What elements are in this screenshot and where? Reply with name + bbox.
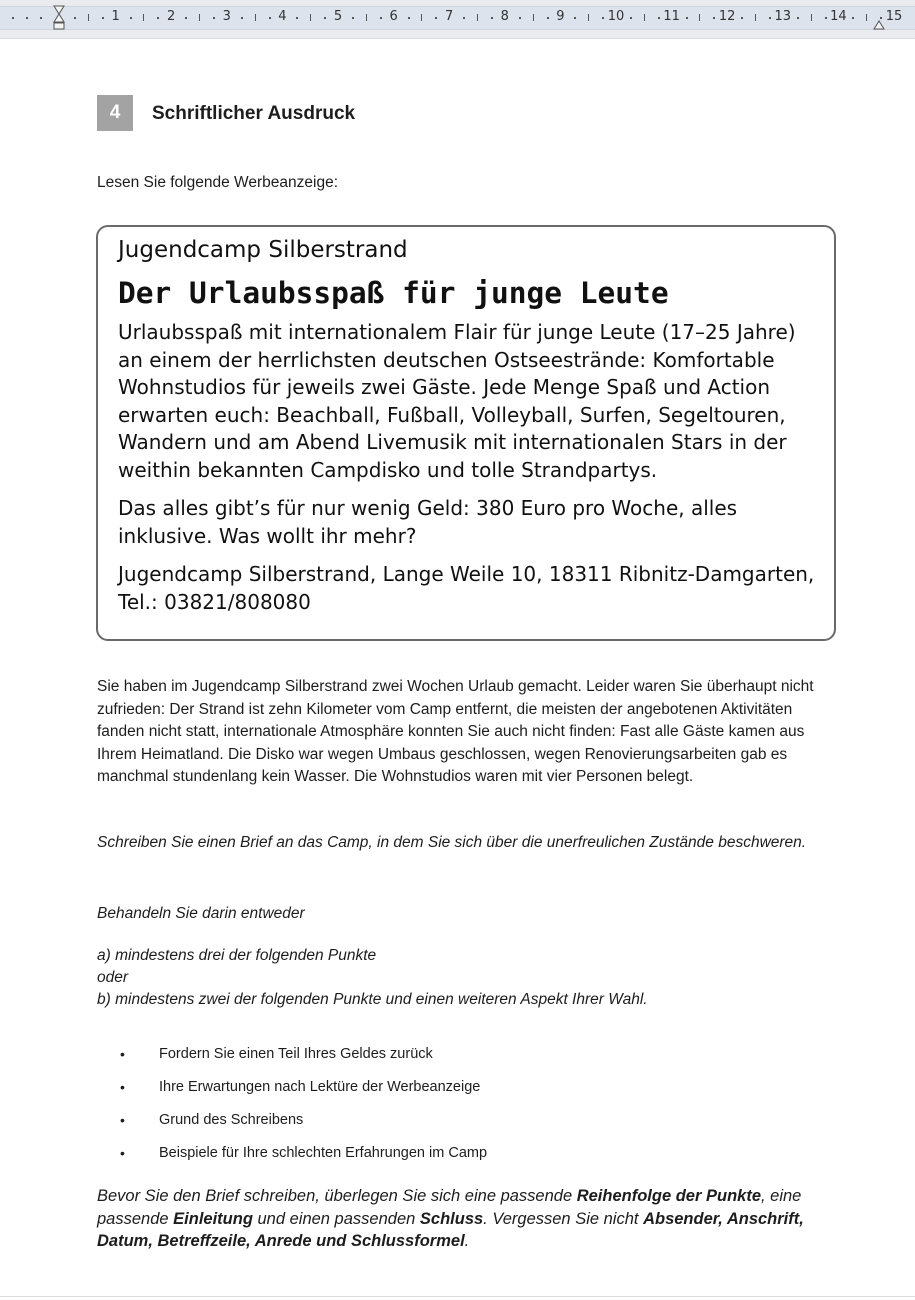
ruler-dot (352, 17, 354, 19)
ruler-number: 11 (663, 9, 680, 24)
ruler-dot (547, 17, 549, 19)
ruler-tick (88, 14, 89, 21)
ruler-dot (102, 17, 104, 19)
closing-text-part: . (464, 1232, 470, 1251)
list-item-label: Ihre Erwartungen nach Lektüre der Werbeanzeige (159, 1079, 481, 1095)
ruler-number: 6 (389, 9, 398, 24)
bullet-icon: • (120, 1145, 125, 1161)
ruler-tick (866, 14, 867, 21)
ruler-dot (185, 17, 187, 19)
ruler-dot (741, 17, 743, 19)
task-paragraph: Schreiben Sie einen Brief an das Camp, in dem Sie sich über die unerfreulichen Zustände beschweren. (97, 834, 807, 851)
ad-headline: Der Urlaubsspaß für junge Leute (118, 276, 669, 310)
bullet-icon: • (120, 1079, 125, 1095)
section-title: Schriftlicher Ausdruck (152, 103, 356, 124)
ruler-dot (769, 17, 771, 19)
ruler-dot (26, 17, 28, 19)
ruler-number: 5 (333, 9, 343, 24)
ruler-number: 8 (500, 9, 509, 24)
option-a-text: a) mindestens drei der folgenden Punkte (97, 947, 377, 964)
ruler-tick (477, 14, 478, 21)
ruler-tick (533, 14, 534, 21)
ruler-dot (463, 17, 465, 19)
ruler-dot (296, 17, 298, 19)
ruler-tick (699, 14, 700, 21)
ruler-tick (366, 14, 367, 21)
or-text: oder (97, 969, 129, 986)
bullet-icon: • (120, 1112, 125, 1128)
ruler-dot (713, 17, 715, 19)
ruler-tick (588, 14, 589, 21)
ruler-tick (644, 14, 645, 21)
ruler-dot (602, 17, 604, 19)
ruler-dot (12, 17, 14, 19)
ruler-dot (852, 17, 854, 19)
ad-contact-text: Jugendcamp Silberstrand, Lange Weile 10, 18311 Ribnitz-Damgarten, Tel.: 03821/808080 (118, 562, 815, 614)
ruler-tick (811, 14, 812, 21)
advertisement-box (96, 225, 836, 641)
closing-bold-letter-parts: Absender, Anschrift, Datum, Betreffzeile, Anrede und Schlussformel (97, 1209, 804, 1251)
ruler-dot (686, 17, 688, 19)
ruler-dot (797, 17, 799, 19)
situation-paragraph: Sie haben im Jugendcamp Silberstrand zwei Wochen Urlaub gemacht. Leider waren Sie überhaupt nicht zufrieden: Der Strand ist zehn Kilometer vom Camp entfernt, die meisten der angebotenen Aktivitäten fanden nicht statt, internationale Atmosphäre konnten Sie auch nicht finden: Fast alle Gäste kamen aus Ihrem Heimatland. Die Disko war wegen Umbaus geschlossen, wegen Renovierungsarbeiten gab es manchmal stundenlang kein Wasser. Die Wohnstudios waren mit vier Personen belegt. (97, 678, 814, 786)
ruler-number: 10 (607, 9, 625, 24)
closing-text-part: Bevor Sie den Brief schreiben, überlegen Sie sich eine passende (97, 1187, 577, 1205)
closing-text-part: und einen passenden (252, 1209, 420, 1228)
ruler-number: 1 (111, 9, 120, 24)
option-b-text: b) mindestens zwei der folgenden Punkte und einen weiteren Aspekt Ihrer Wahl. (97, 991, 648, 1008)
ruler-number: 2 (167, 9, 176, 24)
ruler-dot (519, 17, 521, 19)
instruction-text: Behandeln Sie darin entweder (97, 905, 305, 922)
closing-text-part: . Vergessen Sie nicht (483, 1209, 644, 1228)
list-item-label: Fordern Sie einen Teil Ihres Geldes zurück (159, 1046, 433, 1062)
ruler-dot (408, 17, 410, 19)
bullet-icon: • (120, 1046, 125, 1062)
page-bottom-divider (0, 1296, 915, 1297)
ruler-tick (421, 14, 422, 21)
ruler-tick (199, 14, 200, 21)
closing-paragraph (97, 1185, 857, 1253)
ruler-dot (40, 17, 42, 19)
ruler-tick (143, 14, 144, 21)
ruler-dot (213, 17, 215, 19)
ruler-tick (310, 14, 311, 21)
ruler-dot (435, 17, 437, 19)
list-item-label: Beispiele für Ihre schlechten Erfahrungen im Camp (159, 1145, 488, 1161)
ad-price-text: Das alles gibt’s für nur wenig Geld: 380 Euro pro Woche, alles inklusive. Was wollt ihr mehr? (118, 496, 738, 548)
ruler-dot (241, 17, 243, 19)
list-item-label: Grund des Schreibens (159, 1112, 304, 1128)
ruler-number: 14 (830, 9, 847, 24)
ruler-number: 13 (774, 9, 792, 24)
ruler-dot (630, 17, 632, 19)
horizontal-ruler[interactable] (0, 0, 915, 39)
right-indent-marker-icon[interactable] (872, 4, 886, 36)
ruler-dot (130, 17, 132, 19)
ruler-number: 4 (278, 9, 287, 24)
closing-text-part: , eine passende (97, 1187, 802, 1228)
closing-bold-order: Reihenfolge der Punkte (576, 1187, 761, 1205)
ruler-dot (269, 17, 271, 19)
ruler-dot (658, 17, 660, 19)
ruler-dot (574, 17, 576, 19)
section-number-badge: 4 (97, 95, 133, 131)
ruler-tick (755, 14, 756, 21)
ruler-dot (825, 17, 827, 19)
closing-bold-end: Schluss (419, 1209, 484, 1228)
ruler-number: 3 (222, 9, 231, 24)
ruler-number: 7 (445, 9, 454, 24)
ruler-dot (491, 17, 493, 19)
ruler-dot (380, 17, 382, 19)
ruler-dot (74, 17, 76, 19)
ruler-number: 12 (718, 9, 736, 24)
ad-body-text: Urlaubsspaß mit internationalem Flair für junge Leute (17–25 Jahre) an einem der herrlichsten deutschen Ostseestrände: Komfortable Wohnstudios für jeweils zwei Gäste. Jede Menge Spaß und Action erwarten euch: Beachball, Fußball, Volleyball, Surfen, Segeltouren, Wandern und am Abend Livemusik mit internationalen Stars in der weithin bekannten Campdisko und tolle Strandpartys. (118, 320, 796, 482)
ruler-dot (324, 17, 326, 19)
intro-text: Lesen Sie folgende Werbeanzeige: (97, 174, 338, 191)
ruler-number: 15 (885, 9, 903, 24)
ruler-dot (157, 17, 159, 19)
ruler-tick (255, 14, 256, 21)
ruler-number: 9 (556, 9, 565, 24)
ad-camp-name: Jugendcamp Silberstrand (118, 237, 408, 263)
closing-bold-intro: Einleitung (173, 1209, 253, 1228)
indent-marker-icon[interactable] (52, 4, 66, 36)
